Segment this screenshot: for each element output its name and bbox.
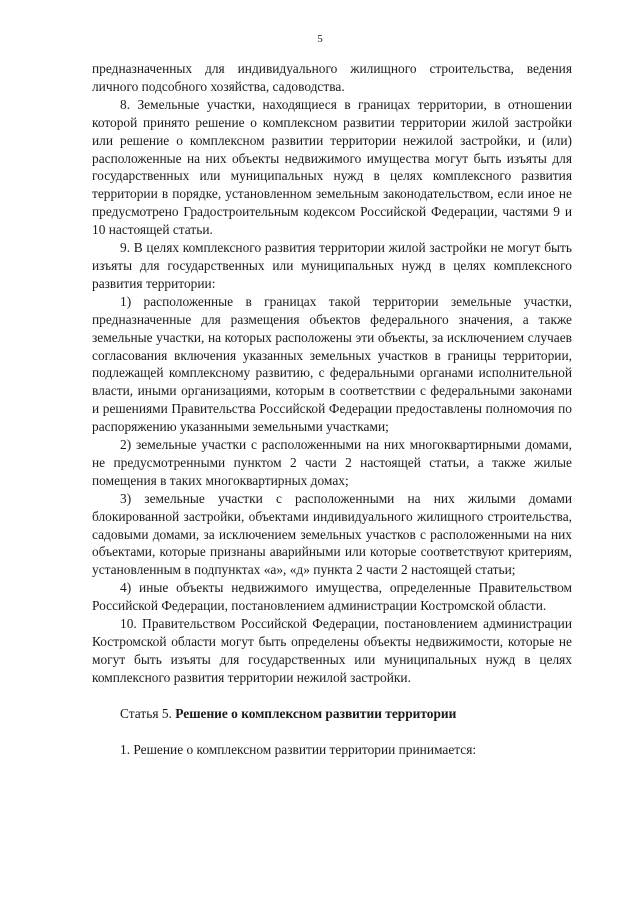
article-label: Статья 5. [120,705,172,721]
paragraph-9-item-2: 2) земельные участки с расположенными на них многоквартирными домами, не предусмотренными пунктом 2 части 2 настоящей статьи, а также жилые помещения в таких многоквартирных домах; [92,437,572,488]
document-body [92,60,572,759]
paragraph-8: 8. Земельные участки, находящиеся в границах территории, в отношении которой принято решение о комплексном развитии территории жилой застройки или решение о комплексном развитии территории нежилой застройки, и (или) расположенные на них объекты недвижимого имущества могут быть изъяты для государственных или муниципальных нужд в целях комплексного развития территории в порядке, установленном земельным законодательством, если иное не предусмотрено Градостроительным кодексом Российской Федерации, частями 9 и 10 настоящей статьи. [92,96,572,238]
article-title: Решение о комплексном развитии территории [175,705,457,721]
paragraph-9-item-4: 4) иные объекты недвижимого имущества, определенные Правительством Российской Федерации, постановлением администрации Костромской области. [92,580,572,614]
paragraph-9: 9. В целях комплексного развития территории жилой застройки не могут быть изъяты для государственных или муниципальных нужд в целях комплексного развития территории: [92,240,572,291]
paragraph-10: 10. Правительством Российской Федерации, постановлением администрации Костромской области могут быть определены объекты недвижимости, которые не могут быть изъяты для государственных или муниципальных нужд в целях комплексного развития территории нежилой застройки. [92,616,572,685]
paragraph-continuation: предназначенных для индивидуального жилищного строительства, ведения личного подсобного хозяйства, садоводства. [92,61,572,94]
article-5-paragraph-1: 1. Решение о комплексном развитии территории принимается: [120,741,477,757]
paragraph-9-item-3: 3) земельные участки с расположенными на них жилыми домами блокированной застройки, объектами индивидуального жилищного строительства, садовыми домами, за исключением земельных участков с расположенными на них объектами, которые признаны аварийными или которые соответствуют критериям, установленным в подпунктах «а», «д» пункта 2 части 2 настоящей статьи; [92,490,572,578]
paragraph-9-item-1: 1) расположенные в границах такой территории земельные участки, предназначенные для размещения объектов федерального значения, а также земельные участки, на которых расположены эти объекты, за исключением случаев согласования включения указанных земельных участков в границы территории, подлежащей комплексному развитию, с федеральными органами исполнительной власти, иными организациями, которым в соответствии с федеральными законами и решениями Правительства Российской Федерации предоставлены полномочия по распоряжению указанными земельными участками; [92,293,572,435]
page-number: 5 [317,33,323,45]
article-heading [92,705,572,723]
